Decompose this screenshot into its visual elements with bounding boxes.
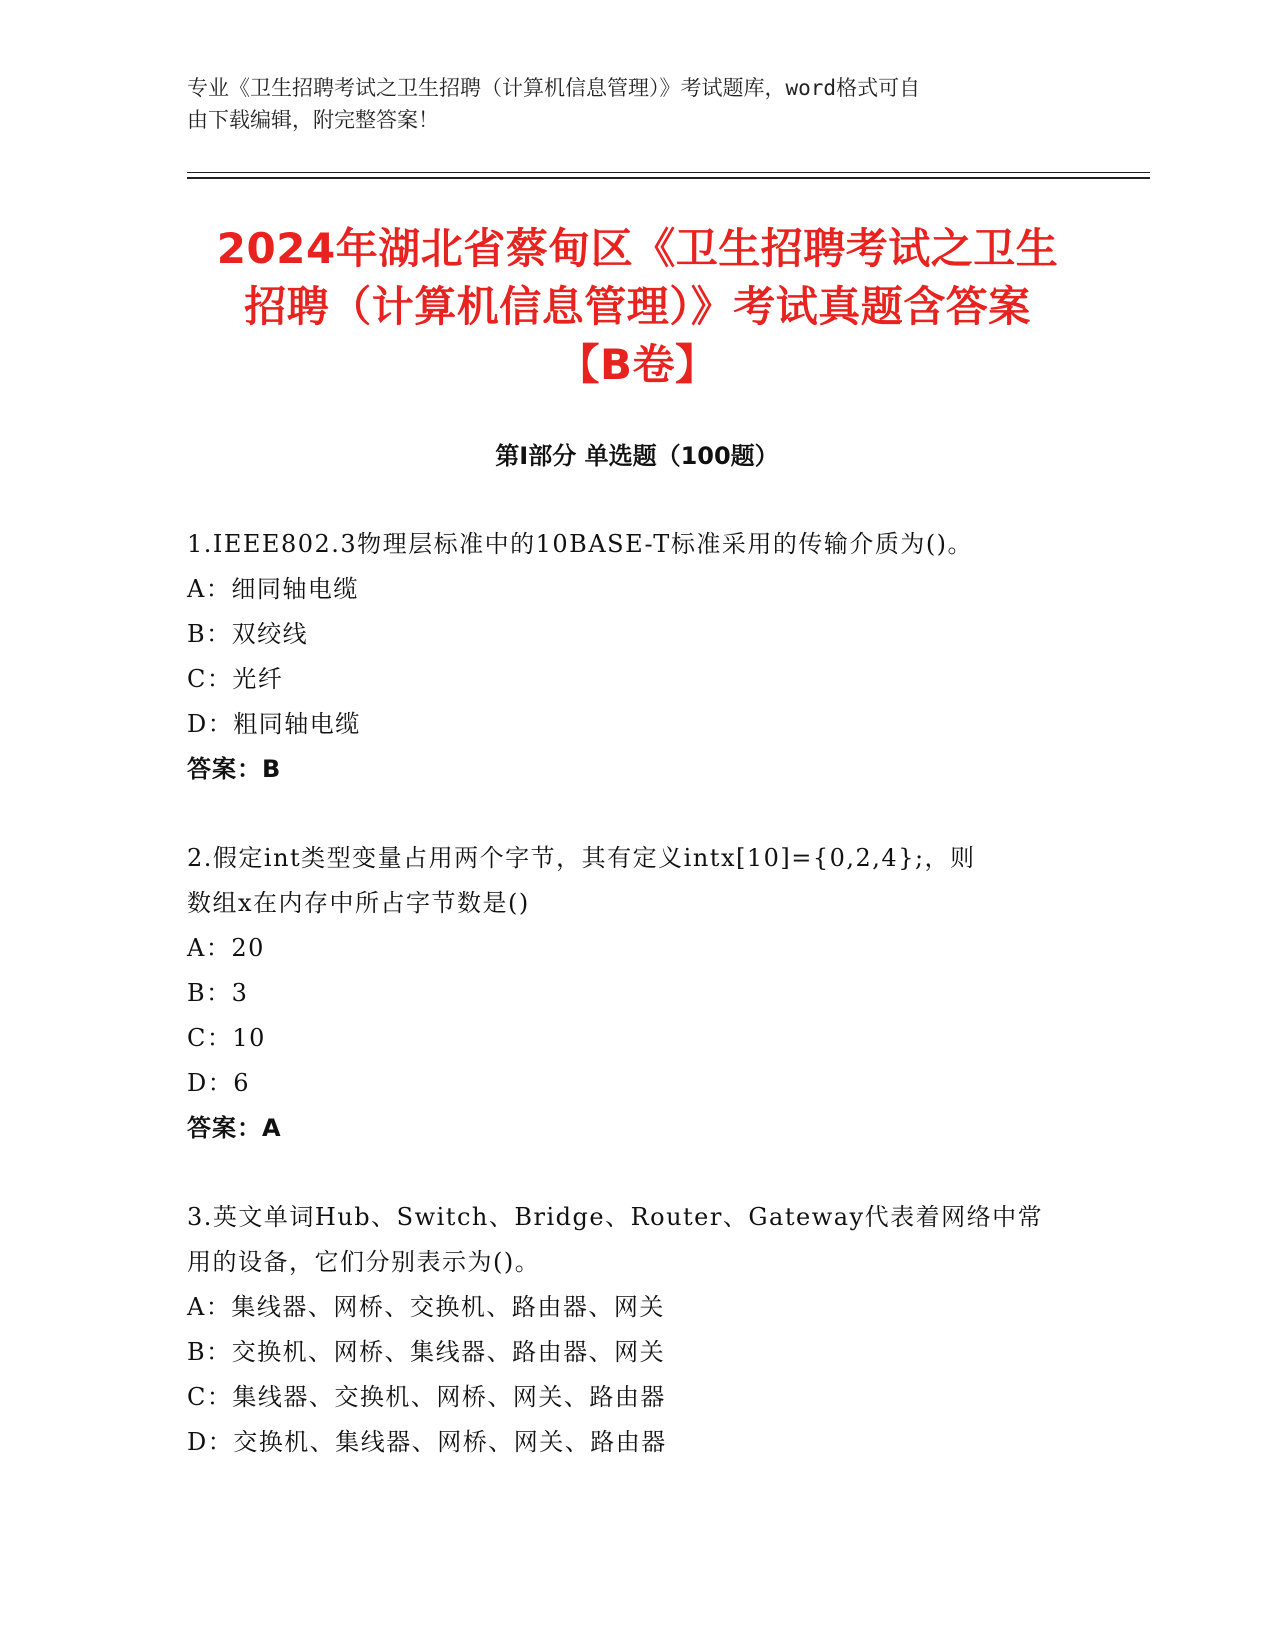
option-b: B：交换机、网桥、集线器、路由器、网关 [187, 1338, 666, 1366]
question-stem-continued: 用的设备，它们分别表示为()。 [187, 1248, 541, 1276]
section-title: 第Ⅰ部分 单选题（100题） [495, 442, 779, 470]
option-a: A：集线器、网桥、交换机、路由器、网关 [187, 1293, 665, 1321]
question-stem-continued: 数组x在内存中所占字节数是() [187, 889, 530, 917]
option-b: B：双绞线 [187, 620, 309, 648]
answer-label: 答案：B [187, 755, 282, 783]
header-note-line: 由下载编辑，附完整答案！ [187, 108, 439, 132]
question-1 [187, 522, 1077, 792]
title-line: 招聘（计算机信息管理）》考试真题含答案 [244, 282, 1031, 331]
option-d: D：粗同轴电缆 [187, 710, 361, 738]
question-3 [187, 1195, 1077, 1465]
option-c: C：10 [187, 1024, 266, 1052]
option-a: A：20 [187, 934, 265, 962]
header-divider-thick [187, 177, 1150, 179]
option-a: A：细同轴电缆 [187, 575, 359, 603]
answer-label: 答案：A [187, 1114, 282, 1142]
header-note [187, 72, 1067, 136]
header-note-line: 专业《卫生招聘考试之卫生招聘（计算机信息管理）》考试题库，word格式可自 [187, 76, 921, 100]
option-c: C：集线器、交换机、网桥、网关、路由器 [187, 1383, 666, 1411]
header-divider-thin [187, 172, 1150, 173]
question-stem: 3.英文单词Hub、Switch、Bridge、Router、Gateway代表着网络中常 [187, 1203, 1044, 1231]
title-line: 【B卷】 [557, 340, 718, 389]
question-stem: 1.IEEE802.3物理层标准中的10BASE-T标准采用的传输介质为()。 [187, 530, 974, 558]
title-line: 2024年湖北省蔡甸区《卫生招聘考试之卫生 [216, 224, 1059, 273]
question-2 [187, 836, 1077, 1151]
question-stem: 2.假定int类型变量占用两个字节，其有定义intx[10]={0,2,4};，则 [187, 844, 976, 872]
question-list [187, 522, 1077, 1509]
option-d: D：交换机、集线器、网桥、网关、路由器 [187, 1428, 667, 1456]
document-title [140, 220, 1135, 394]
option-d: D：6 [187, 1069, 251, 1097]
option-c: C：光纤 [187, 665, 284, 693]
option-b: B：3 [187, 979, 249, 1007]
